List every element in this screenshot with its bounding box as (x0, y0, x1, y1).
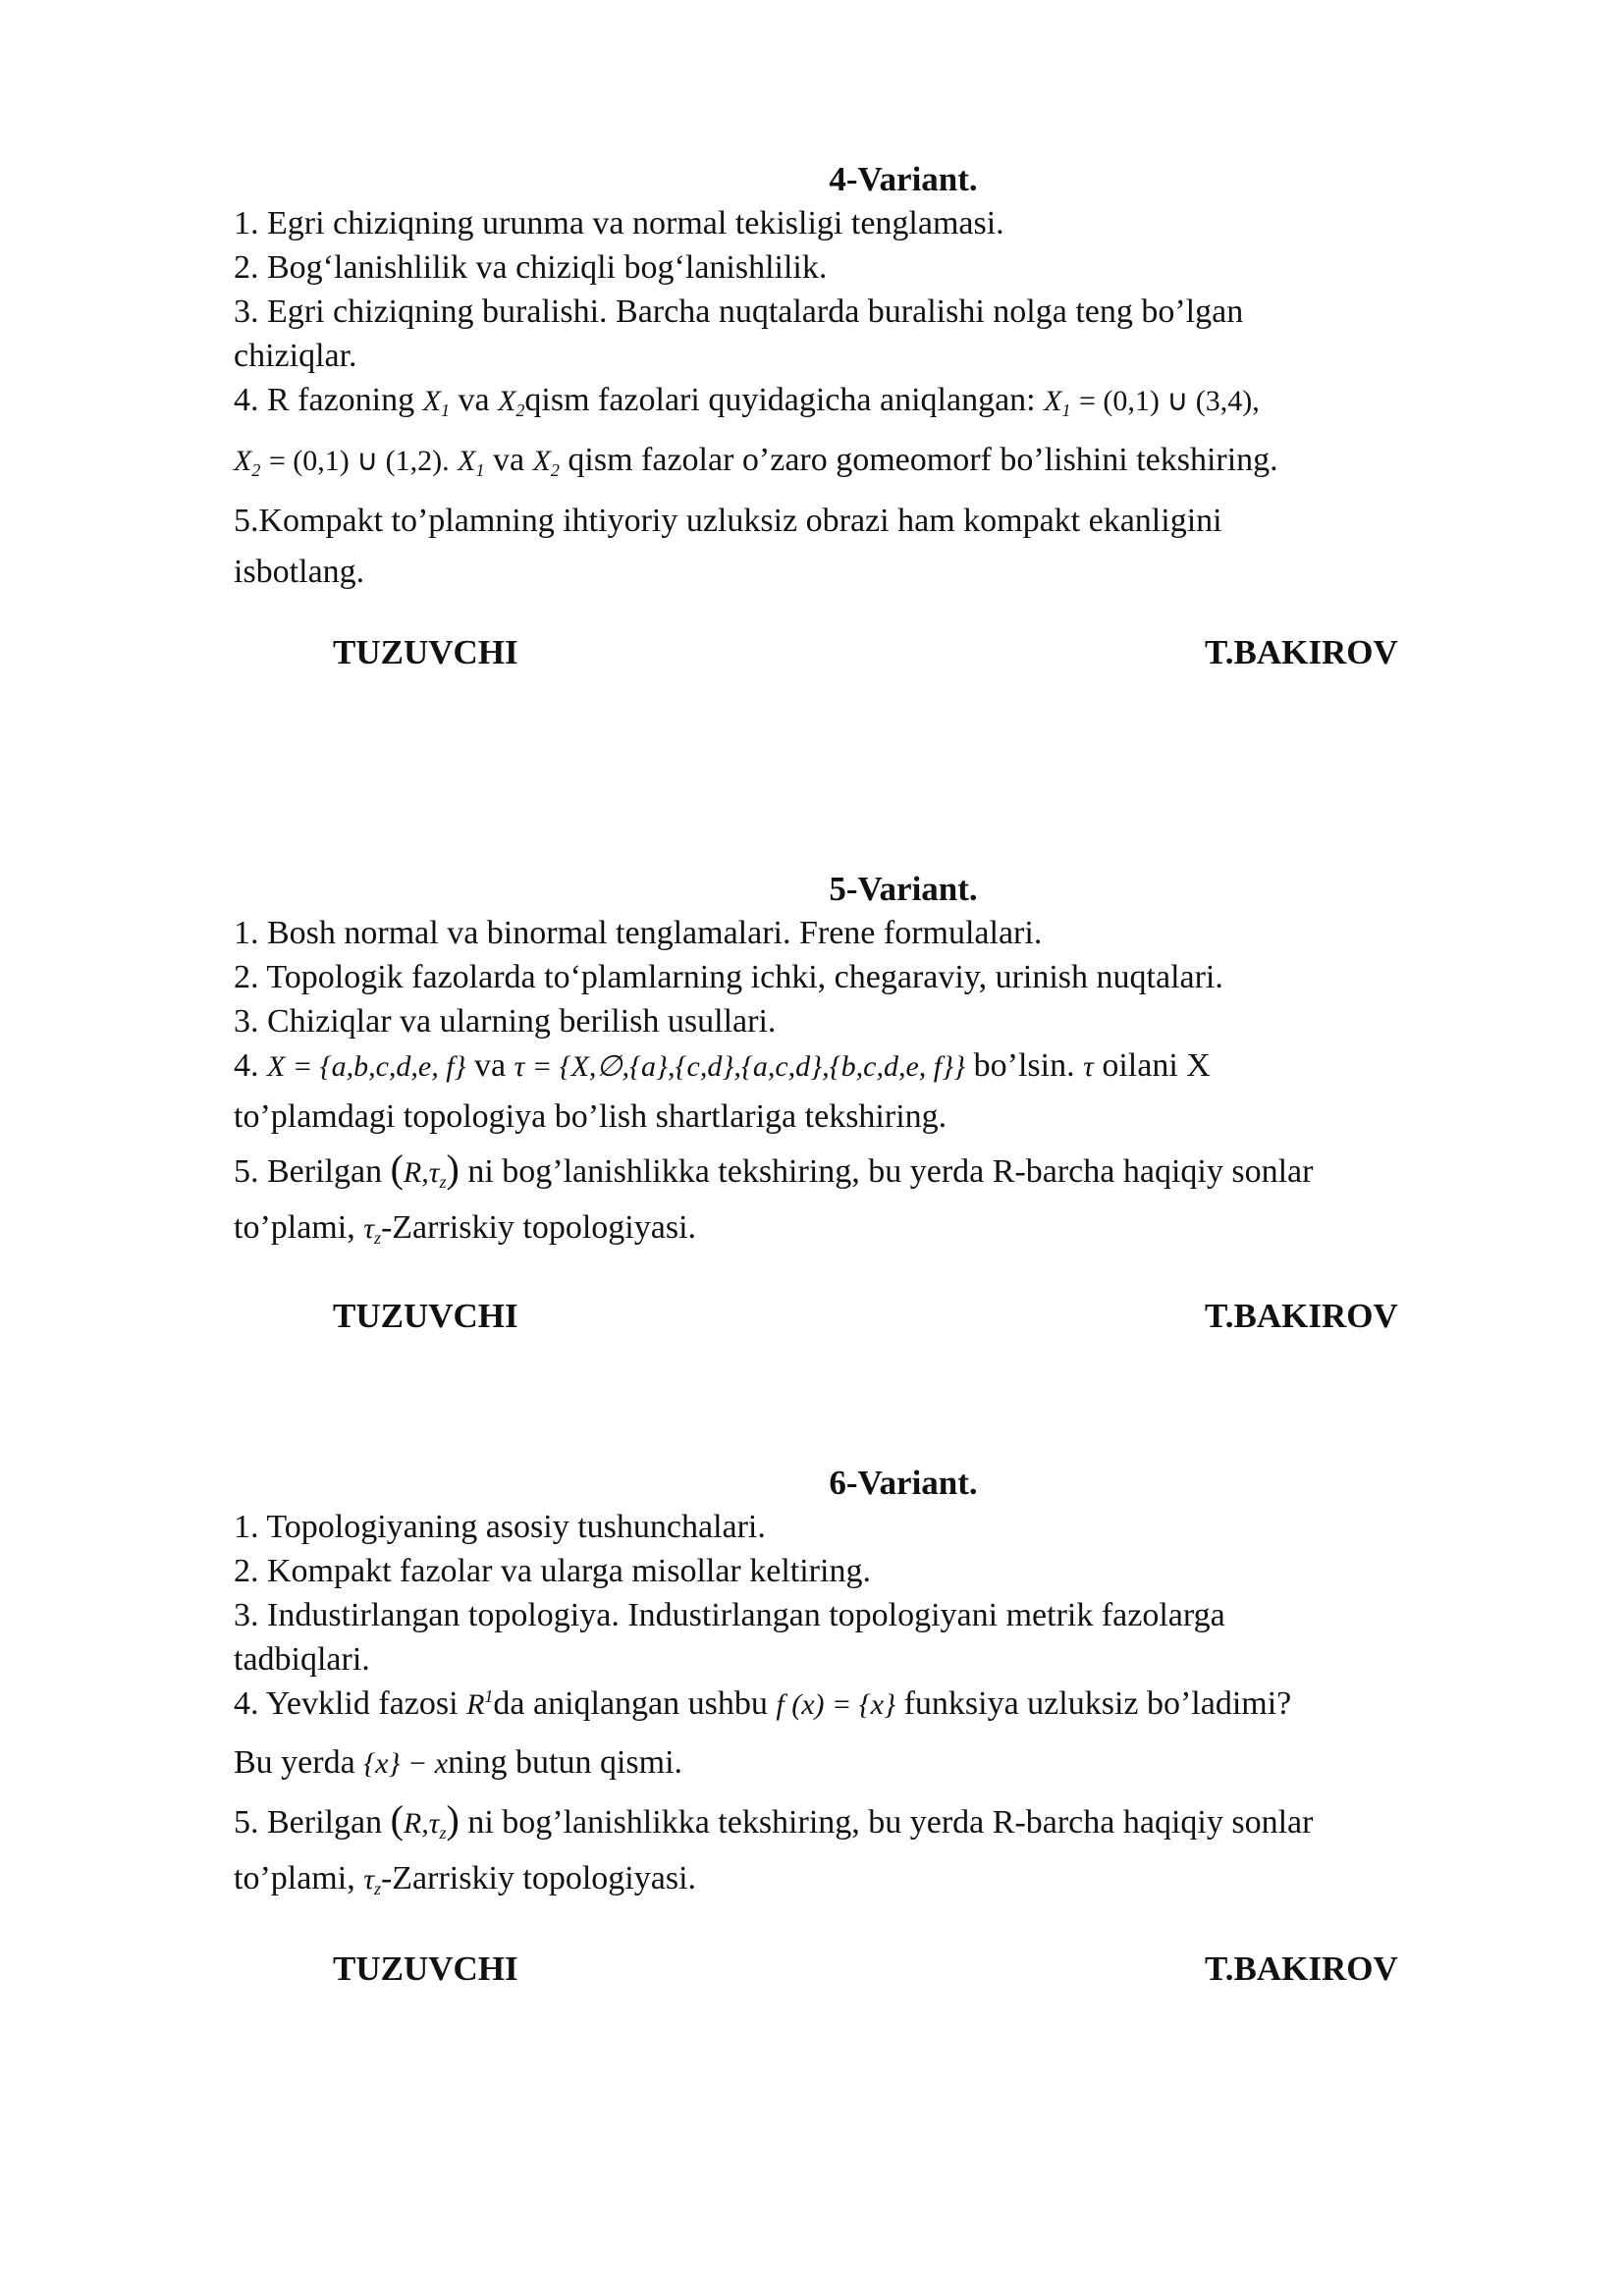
text-span: oilani X (1102, 1047, 1211, 1084)
variant-4-item-3b: chiziqlar. (234, 338, 357, 374)
signature-name: T.BAKIROV (1205, 633, 1398, 671)
variant-6-title: 6-Variant. (829, 1464, 978, 1502)
math-frac-part: {x} − x (363, 1747, 449, 1780)
text-span: qism fazolari quyidagicha aniqlangan: (524, 382, 1036, 418)
variant-5-item-5b (234, 1205, 696, 1251)
text-span: 4. R fazoning (234, 382, 415, 418)
text-span: -Zarriskiy topologiyasi. (380, 1209, 697, 1246)
signature-name: T.BAKIROV (1205, 1949, 1398, 1988)
text-span: 4. (234, 1047, 259, 1084)
signature-name: T.BAKIROV (1205, 1297, 1398, 1335)
text-span: funksiya uzluksiz bo’ladimi? (903, 1685, 1292, 1722)
math-tau-z: $\tau_z$ (363, 1863, 381, 1898)
signature-label: TUZUVCHI (333, 1297, 518, 1335)
variant-6-item-4b (234, 1740, 682, 1786)
variant-5-item-4b: to’plamdagi topologiya bo’lish shartlariga tekshiring. (234, 1098, 947, 1135)
variant-5-item-2: 2. Topologik fazolarda to‘plamlarning ichki, chegaraviy, urinish nuqtalari. (234, 959, 1223, 995)
text-span: da aniqlangan ushbu (493, 1685, 768, 1722)
variant-6-item-2: 2. Kompakt fazolar va ularga misollar keltiring. (234, 1553, 871, 1589)
text-span: qism fazolar o’zaro gomeomorf bo’lishini tekshiring. (568, 442, 1278, 478)
variant-6-item-4a (234, 1682, 1291, 1727)
text-span: va (458, 382, 490, 418)
variant-4-item-2: 2. Bog‘lanishlilik va chiziqli bog‘lanishlilik. (234, 249, 828, 286)
text-span: to’plami, (234, 1209, 355, 1246)
math-x1-set: = (0,1) ∪ (3,4), (1078, 385, 1260, 417)
math-r-tau: $(R,\tau_z)$ (390, 1147, 460, 1192)
variant-6-item-5b (234, 1856, 696, 1901)
variant-6-item-3a: 3. Industirlangan topologiya. Industirlangan topologiyani metrik fazolarga (234, 1597, 1225, 1633)
text-span: 5. Berilgan (234, 1153, 383, 1190)
text-span: va (474, 1047, 507, 1084)
math-r-tau: $(R,\tau_z)$ (390, 1797, 460, 1842)
variant-5-item-3: 3. Chiziqlar va ularning berilish usullari. (234, 1003, 777, 1040)
math-x2-set: = (0,1) ∪ (1,2). (268, 445, 450, 477)
variant-6-item-3b: tadbiqlari. (234, 1641, 370, 1678)
variant-5-item-4a (234, 1043, 1211, 1089)
variant-6-item-1: 1. Topologiyaning asosiy tushunchalari. (234, 1509, 766, 1545)
math-x2: $X_2$ (532, 445, 560, 480)
text-span: va (493, 442, 525, 478)
math-x1: $X_1$ (422, 385, 450, 420)
variant-4-item-4b (234, 438, 1278, 483)
text-span: 5. Berilgan (234, 1804, 383, 1841)
variant-5-item-1: 1. Bosh normal va binormal tenglamalari. Frene formulalari. (234, 915, 1043, 951)
math-x2-def: $X_2$ (234, 445, 261, 480)
signature-label: TUZUVCHI (333, 1949, 518, 1988)
math-x1: $X_1$ (458, 445, 485, 480)
math-tau-set: τ = {X,∅,{a},{c,d},{a,c,d},{b,c,d,e, f}} (514, 1050, 966, 1083)
variant-6-item-5a (234, 1797, 1313, 1845)
text-span: Bu yerda (234, 1744, 355, 1781)
text-span: 4. Yevklid fazosi (234, 1685, 459, 1722)
text-span: ni bog’lanishlikka tekshiring, bu yerda R-barcha haqiqiy sonlar (467, 1153, 1314, 1190)
text-span: bo’lsin. (973, 1047, 1075, 1084)
math-x-set: X = {a,b,c,d,e, f} (267, 1050, 466, 1083)
variant-4-item-3a: 3. Egri chiziqning buralishi. Barcha nuqtalarda buralishi nolga teng bo’lgan (234, 294, 1244, 330)
math-tau: τ (1083, 1050, 1094, 1083)
text-span: ni bog’lanishlikka tekshiring, bu yerda R-barcha haqiqiy sonlar (467, 1804, 1314, 1841)
text-span: ning butun qismi. (448, 1744, 683, 1781)
math-r1: $R^1$ (466, 1686, 494, 1721)
signature-label: TUZUVCHI (333, 633, 518, 671)
variant-5-title: 5-Variant. (829, 870, 978, 908)
text-span: -Zarriskiy topologiyasi. (380, 1860, 697, 1896)
variant-4-title: 4-Variant. (829, 160, 978, 198)
variant-4-item-4a (234, 378, 1260, 423)
math-x1-def: $X_1$ (1044, 385, 1071, 420)
text-span: to’plami, (234, 1860, 355, 1896)
variant-4-item-5b: isbotlang. (234, 554, 365, 590)
variant-4-item-5a: 5.Kompakt to’plamning ihtiyoriy uzluksiz obrazi ham kompakt ekanligini (234, 503, 1222, 539)
variant-5-item-5a (234, 1147, 1313, 1195)
math-function: f (x) = {x} (776, 1688, 896, 1721)
math-x2: $X_2$ (498, 385, 525, 420)
math-tau-z: $\tau_z$ (363, 1212, 381, 1248)
variant-4-item-1: 1. Egri chiziqning urunma va normal tekisligi tenglamasi. (234, 205, 1004, 241)
